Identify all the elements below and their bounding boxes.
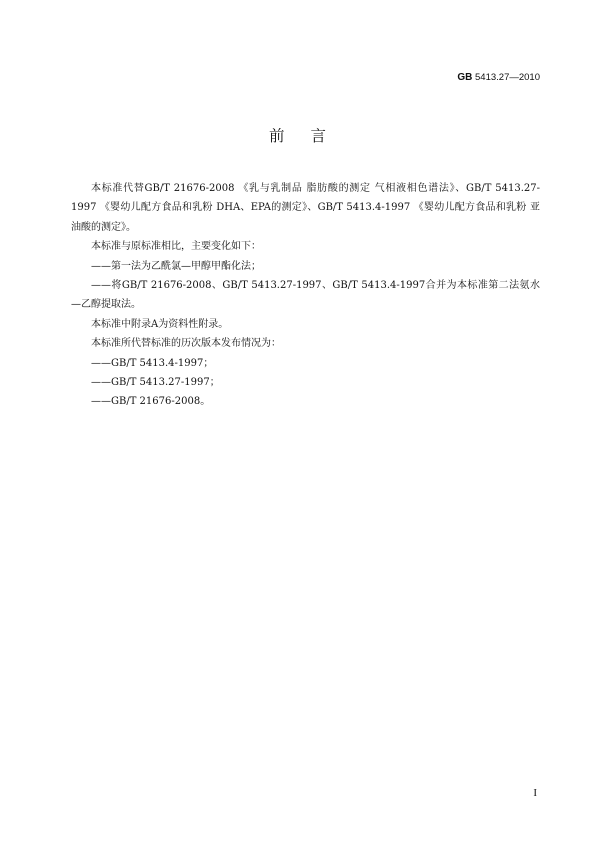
foreword-body bbox=[71, 179, 540, 412]
paragraph-change-1: ——第一法为乙酰氯—甲醇甲酯化法； bbox=[91, 260, 261, 272]
paragraph-history-1: ——GB/T 5413.4-1997； bbox=[91, 357, 214, 369]
paragraph-changes-intro: 本标准与原标准相比，主要变化如下： bbox=[91, 241, 261, 253]
paragraph-annex: 本标准中附录A为资料性附录。 bbox=[91, 318, 229, 330]
standard-prefix: GB bbox=[457, 72, 473, 83]
standard-code-header bbox=[457, 72, 540, 83]
standard-number: 5413.27—2010 bbox=[475, 72, 540, 83]
paragraph-history-3: ——GB/T 21676-2008。 bbox=[91, 396, 211, 408]
paragraph-history-intro: 本标准所代替标准的历次版本发布情况为： bbox=[91, 338, 281, 350]
paragraph-change-2: ——将GB/T 21676-2008、GB/T 5413.27-1997、GB/T 5413.4-1997合并为本标准第二法氨水—乙醇提取法。 bbox=[71, 280, 540, 311]
paragraph-replaces: 本标准代替GB/T 21676-2008 《乳与乳制品 脂肪酸的测定 气相液相色谱法》、GB/T 5413.27-1997 《婴幼儿配方食品和乳粉 DHA、EPA的测定》、GB/T 5413.4-1997 《婴幼儿配方食品和乳粉 亚油酸的测定》。 bbox=[71, 183, 540, 233]
page-title: 前言 bbox=[268, 127, 352, 145]
page-number: I bbox=[533, 787, 537, 799]
paragraph-history-2: ——GB/T 5413.27-1997； bbox=[91, 377, 220, 389]
